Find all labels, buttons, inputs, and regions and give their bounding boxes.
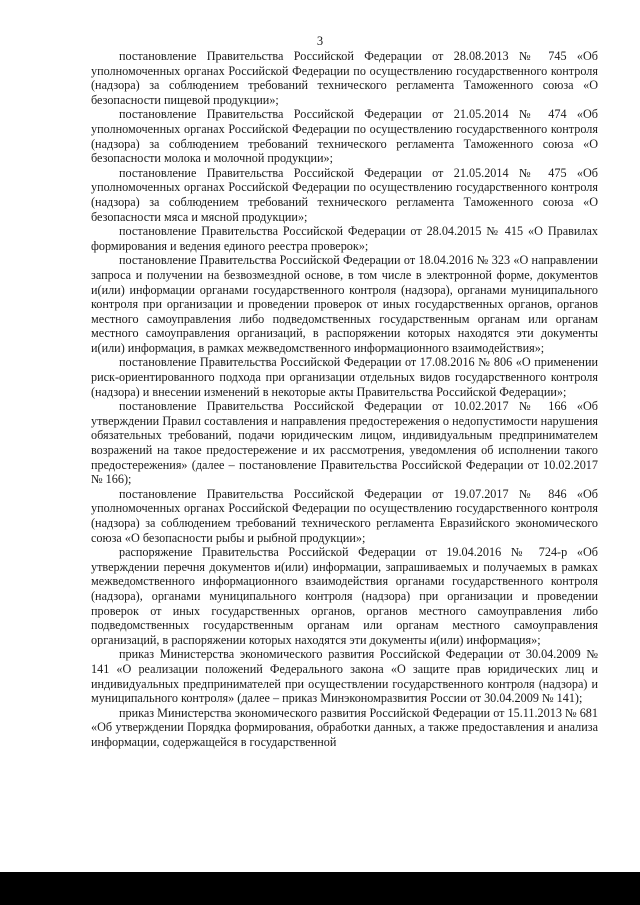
paragraph-resolution-806: постановление Правительства Российской Федерации от 17.08.2016 № 806 «О применении риск-ориентированного подхода при организации отдельных видов государственного контроля (надзора) и внесении изменений в некоторые акты Правительства Российской Федерации»; — [91, 355, 598, 399]
paragraph-resolution-745: постановление Правительства Российской Федерации от 28.08.2013 № 745 «Об уполномоченных органах Российской Федерации по осуществлению государственного контроля (надзора) за соблюдением требований технического регламента Таможенного союза «О безопасности пищевой продукции»; — [91, 49, 598, 107]
paragraph-order-724-r: распоряжение Правительства Российской Федерации от 19.04.2016 № 724-р «Об утверждении перечня документов и(или) информации, запрашиваемых и получаемых в рамках межведомственного информационного взаимодействия органами государственного контроля (надзора), органами муниципального контроля (надзора) при организации и проведении проверок от иных государственных органов, органов местного самоуправления либо подведомственных государственным органам или органам местного самоуправления организаций, в распоряжении которых находятся эти документы и(или) информация»; — [91, 545, 598, 647]
paragraph-resolution-475: постановление Правительства Российской Федерации от 21.05.2014 № 475 «Об уполномоченных органах Российской Федерации по осуществлению государственного контроля (надзора) за соблюдением требований технического регламента Таможенного союза «О безопасности мяса и мясной продукции»; — [91, 165, 598, 224]
paragraph-resolution-166: постановление Правительства Российской Федерации от 10.02.2017 № 166 «Об утверждении Правил составления и направления предостережения о недопустимости нарушения обязательных требований, подачи юридическим лицом, индивидуальным предпринимателем возражений на такое предостережение и их рассмотрения, уведомления об исполнении такого предостережения» (далее – постановление Правительства Российской Федерации от 10.02.2017 № 166); — [91, 399, 598, 487]
document-body — [91, 49, 598, 750]
page-number: 3 — [316, 34, 324, 48]
paragraph-resolution-846: постановление Правительства Российской Федерации от 19.07.2017 № 846 «Об уполномоченных органах Российской Федерации по осуществлению государственного контроля (надзора) за соблюдением требований технического регламента Евразийского экономического союза «О безопасности рыбы и рыбной продукции»; — [91, 486, 598, 545]
paragraph-order-681: приказ Министерства экономического развития Российской Федерации от 15.11.2013 № 681 «Об утверждении Порядка формирования, обработки данных, а также предоставления и анализа информации, содержащейся в государственной — [91, 705, 598, 749]
paragraph-resolution-474: постановление Правительства Российской Федерации от 21.05.2014 № 474 «Об уполномоченных органах Российской Федерации по осуществлению государственного контроля (надзора) за соблюдением требований технического регламента Таможенного союза «О безопасности молока и молочной продукции»; — [91, 107, 598, 166]
paragraph-resolution-415: постановление Правительства Российской Федерации от 28.04.2015 № 415 «О Правилах формирования и ведения единого реестра проверок»; — [91, 224, 598, 253]
scan-bottom-border — [0, 872, 640, 905]
paragraph-resolution-323: постановление Правительства Российской Федерации от 18.04.2016 № 323 «О направлении запроса и получении на безвозмездной основе, в том числе в электронной форме, документов и(или) информации органами государственного контроля (надзора), органами муниципального контроля при организации и проведении проверок от иных государственных органов, органов местного самоуправления либо подведомственных государственным органам или органам местного самоуправления организаций, в распоряжении которых находятся эти документы и(или) информация, в рамках межведомственного информационного взаимодействия»; — [91, 253, 598, 355]
paragraph-order-141: приказ Министерства экономического развития Российской Федерации от 30.04.2009 № 141 «О реализации положений Федерального закона «О защите прав юридических лиц и индивидуальных предпринимателей при осуществлении государственного контроля (надзора) и муниципального контроля» (далее – приказ Минэкономразвития России от 30.04.2009 № 141); — [91, 647, 598, 706]
